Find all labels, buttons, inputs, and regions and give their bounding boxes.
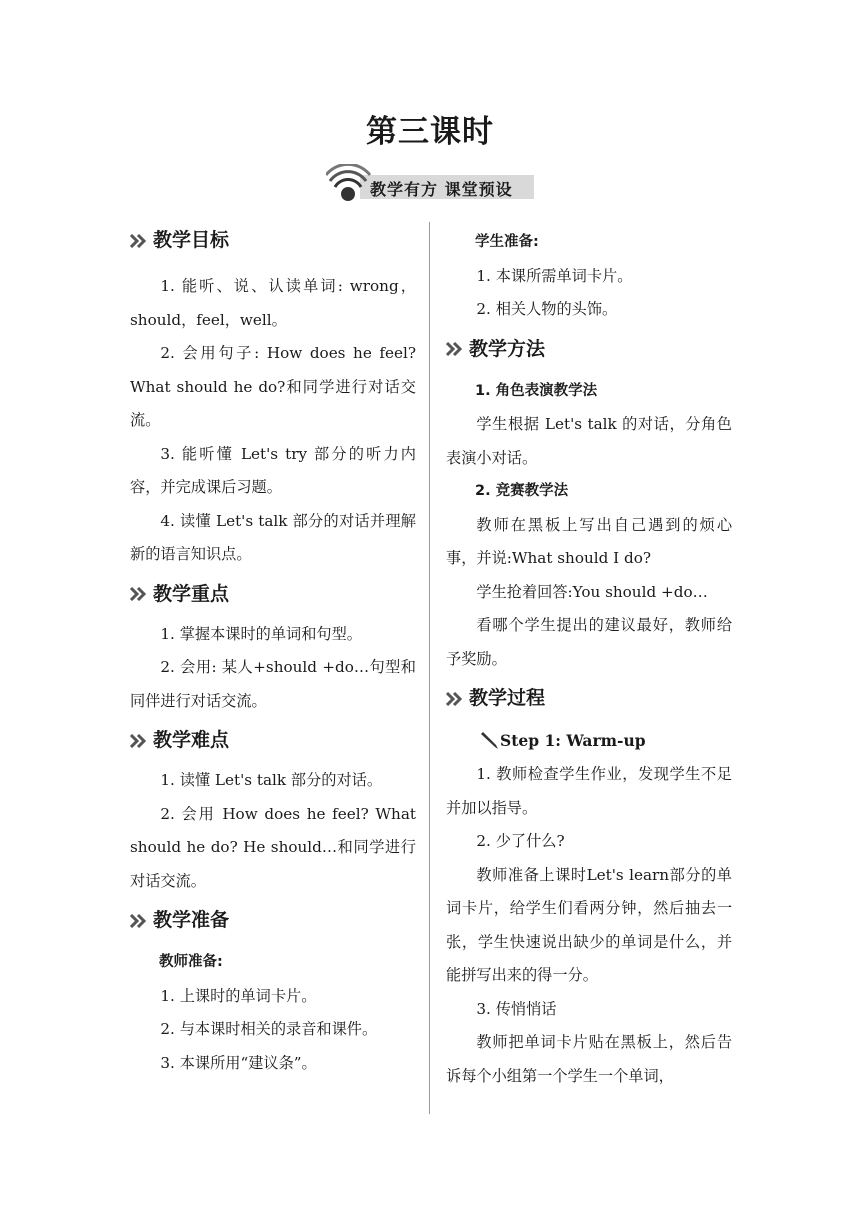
step-1-label: Step 1: Warm-up: [500, 731, 646, 750]
right-column: [446, 226, 732, 1093]
double-chevron-icon: [130, 734, 152, 748]
heading-process-label: 教学过程: [469, 687, 546, 709]
double-chevron-icon: [130, 914, 152, 928]
wifi-signal-icon: [326, 164, 372, 204]
heading-key: [130, 582, 416, 606]
double-chevron-icon: [446, 342, 468, 356]
teacher-prep-item-3: 3. 本课所用“建议条”。: [160, 1053, 317, 1072]
teacher-prep-item-1: 1. 上课时的单词卡片。: [160, 986, 317, 1005]
double-chevron-icon: [130, 234, 152, 248]
heading-difficult-label: 教学难点: [153, 729, 230, 751]
heading-process: [446, 686, 732, 710]
step-1-title: [446, 724, 732, 758]
method-2-text-3: 看哪个学生提出的建议最好，教师给予奖励。: [446, 616, 732, 668]
goal-item-1: 1. 能听、说、认读单词: wrong，should，feel，well。: [130, 277, 416, 329]
section-banner: [326, 164, 534, 202]
method-2-title: 2. 竞赛教学法: [475, 483, 569, 499]
key-item-1: 1. 掌握本课时的单词和句型。: [160, 624, 362, 643]
double-chevron-icon: [446, 692, 468, 706]
process-item-2: 2. 少了什么?: [476, 832, 565, 850]
process-item-5: 教师把单词卡片贴在黑板上，然后告诉每个小组第一个学生一个单词，: [446, 1033, 732, 1085]
goal-item-3: 3. 能听懂 Let's try 部分的听力内容，并完成课后习题。: [130, 444, 416, 496]
method-1-text: 学生根据 Let's talk 的对话，分角色表演小对话。: [446, 415, 732, 467]
heading-goals-label: 教学目标: [153, 229, 230, 251]
goal-item-4: 4. 读懂 Let's talk 部分的对话并理解新的语言知识点。: [130, 511, 416, 563]
method-2-text-2: 学生抢着回答:You should +do…: [476, 582, 708, 601]
page-title: 第三课时: [366, 114, 494, 150]
student-prep-item-1: 1. 本课所需单词卡片。: [476, 266, 633, 285]
teacher-prep-label: 教师准备:: [159, 954, 223, 970]
heading-difficult: [130, 728, 416, 752]
method-2-text-1: 教师在黑板上写出自己遇到的烦心事，并说:What should I do?: [446, 515, 732, 567]
pen-icon: [480, 732, 500, 750]
heading-methods-label: 教学方法: [469, 337, 546, 360]
process-item-3: 教师准备上课时Let's learn部分的单词卡片，给学生们看两分钟，然后抽去一张，学生快速说出缺少的单词是什么，并能拼写出来的得一分。: [446, 865, 732, 984]
method-1-title: 1. 角色表演教学法: [475, 382, 598, 399]
process-item-4: 3. 传悄悄话: [476, 999, 557, 1018]
heading-methods: [446, 337, 732, 361]
heading-key-label: 教学重点: [153, 582, 230, 605]
process-item-1: 1. 教师检查学生作业，发现学生不足并加以指导。: [446, 765, 732, 817]
column-divider: [429, 222, 430, 1114]
heading-goals: [130, 228, 416, 252]
left-column: [130, 226, 416, 1080]
difficult-item-2: 2. 会用 How does he feel? What should he do? He should…和同学进行对话交流。: [130, 804, 416, 890]
double-chevron-icon: [130, 587, 152, 601]
student-prep-item-2: 2. 相关人物的头饰。: [476, 300, 618, 318]
student-prep-label: 学生准备:: [475, 234, 539, 250]
banner-text: 教学有方 课堂预设: [370, 180, 513, 199]
teacher-prep-item-2: 2. 与本课时相关的录音和课件。: [160, 1020, 378, 1038]
key-item-2: 2. 会用: 某人+should +do…句型和同伴进行对话交流。: [130, 658, 416, 710]
heading-prep: [130, 908, 416, 932]
difficult-item-1: 1. 读懂 Let's talk 部分的对话。: [160, 771, 383, 789]
goal-item-2: 2. 会用句子: How does he feel? What should he do?和同学进行对话交流。: [130, 344, 416, 429]
heading-prep-label: 教学准备: [153, 909, 230, 931]
